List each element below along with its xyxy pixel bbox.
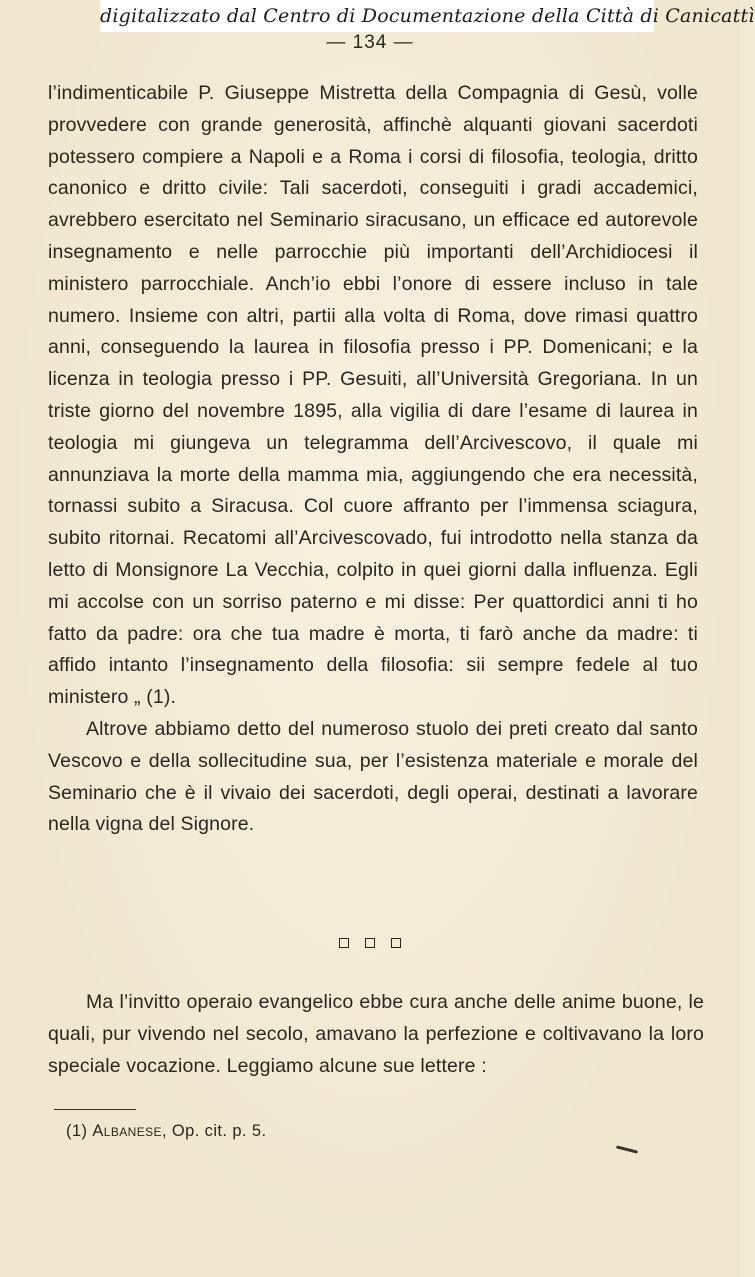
stray-ink-mark (616, 1145, 638, 1153)
ornament-square-icon (339, 938, 349, 948)
footnote-marker: (1) (66, 1122, 88, 1140)
section-divider-ornament (0, 938, 740, 948)
ornament-square-icon (365, 938, 375, 948)
paragraph-seminary: Altrove abbiamo detto del numeroso stuolo dei preti creato dal santo Vescovo e della sollecitudine sua, per l’esistenza materiale e morale del Seminario che è il vivaio dei sacerdoti, degli operai, destinati a lavorare nella vigna del Signore. (48, 717, 698, 836)
footnote-author: Albanese (92, 1122, 162, 1140)
paragraph-good-souls: Ma l’invitto operaio evangelico ebbe cura anche delle anime buone, le quali, pur vivendo nel secolo, amavano la perfezione e coltivavano la loro speciale vocazione. Leggiamo alcune sue lettere : (48, 991, 704, 1077)
digitization-watermark: digitalizzato dal Centro di Documentazione della Città di Canicattì (100, 0, 654, 32)
second-text-block (48, 987, 704, 1082)
paragraph-continued: l’indimenticabile P. Giuseppe Mistretta della Compagnia di Gesù, volle provvedere con grande generosità, affinchè alquanti giovani sacerdoti potessero compiere a Napoli e a Roma i corsi di filosofia, teologia, dritto canonico e dritto civile: Tali sacerdoti, conseguiti i gradi accademici, avrebbero esercitato nel Seminario siracusano, un efficace ed autorevole insegnamento e nelle parrocchie più importanti dell’Archidiocesi il ministero parrocchiale. Anch’io ebbi l’onore di essere incluso in tale numero. Insieme con altri, partii alla volta di Roma, dove rimasi quattro anni, conseguendo la laurea in filosofia presso i PP. Domenicani; e la licenza in teologia presso i PP. Gesuiti, all’Università Gregoriana. In un triste giorno del novembre 1895, alla vigilia di dare l’esame di laurea in teologia mi giungeva un telegramma dell’Arcivescovo, il quale mi annunziava la morte della mamma mia, aggiungendo che era necessità, tornassi subito a Siracusa. Col cuore affranto per l’immensa sciagura, subito ritornai. Recatomi all’Arcivescovado, fui introdotto nella stanza da letto di Monsignore La Vecchia, colpito in quei giorni dalla influenza. Egli mi accolse con un sorriso paterno e mi disse: Per quattordici anni ti ho fatto da padre: ora che tua madre è morta, ti farò anche da madre: ti affido intanto l’insegnamento della filosofia: sii sempre fedele al tuo ministero „ (1). (48, 82, 698, 709)
footnote (66, 1122, 266, 1141)
main-text-block (48, 78, 698, 841)
footnote-divider (54, 1109, 136, 1110)
page-number: — 134 — (326, 32, 414, 53)
ornament-square-icon (391, 938, 401, 948)
footnote-text: , Op. cit. p. 5. (161, 1122, 267, 1140)
